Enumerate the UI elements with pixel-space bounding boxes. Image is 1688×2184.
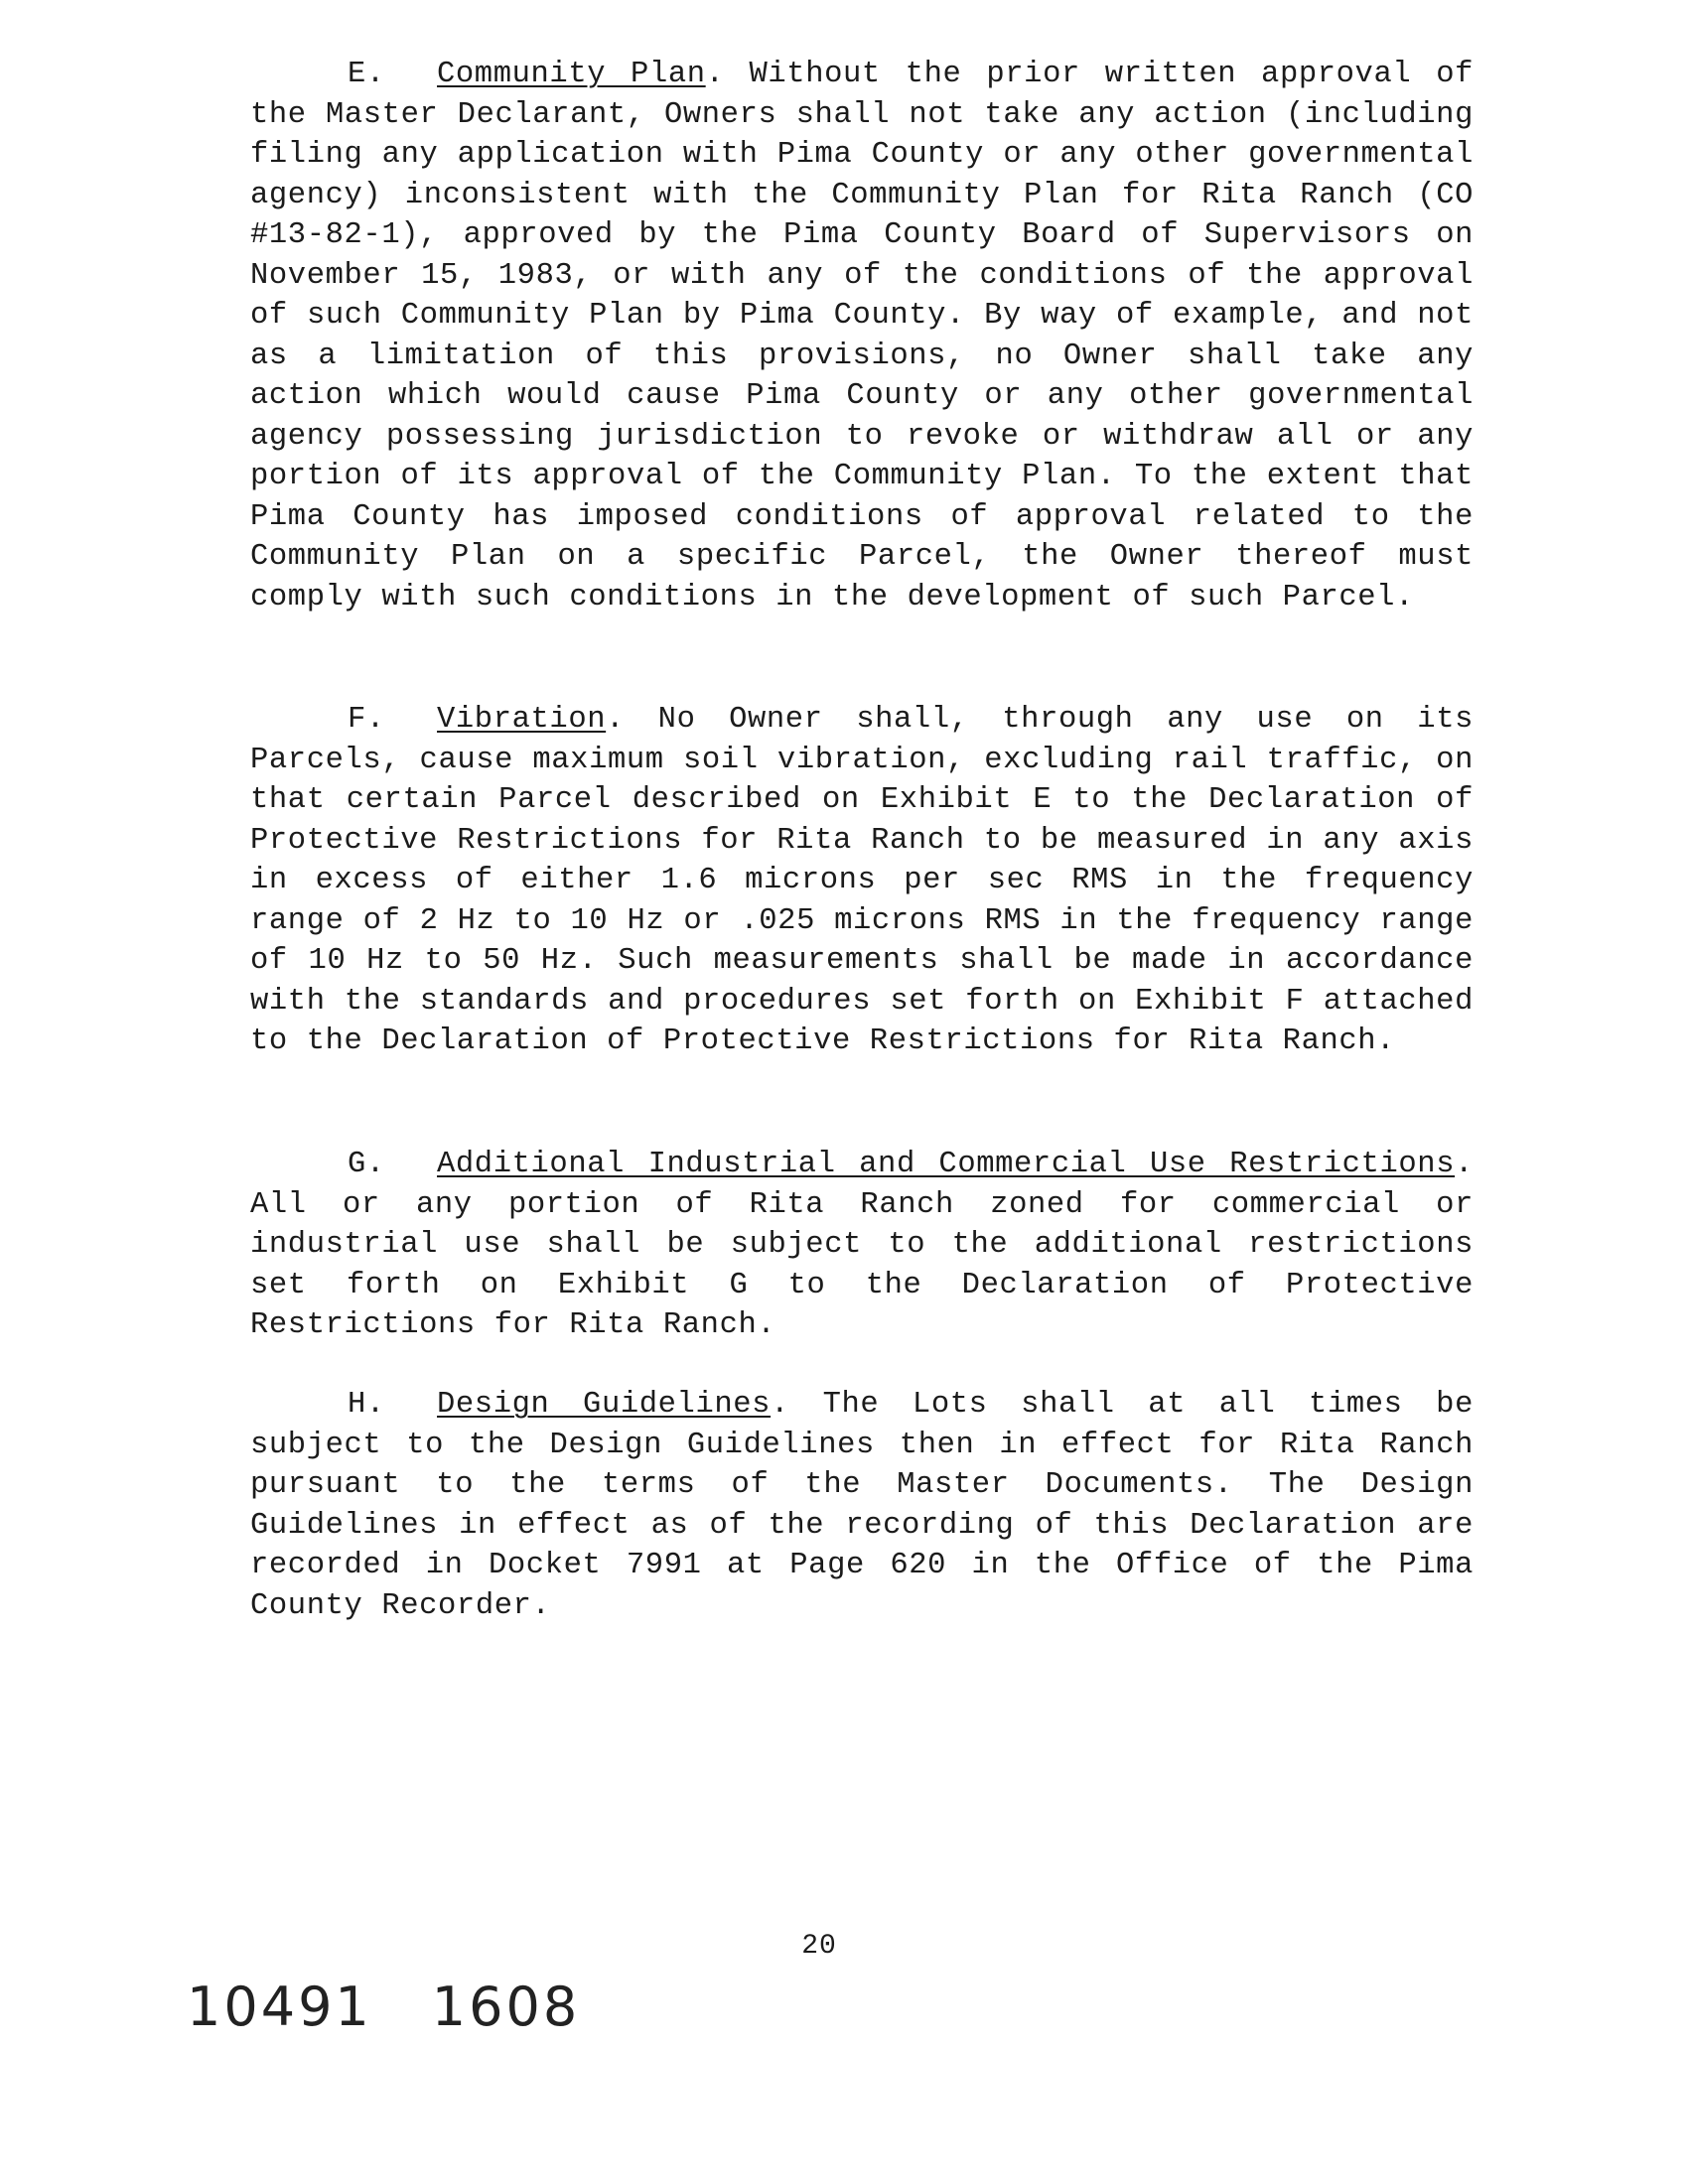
docket-page-stamp — [187, 1976, 580, 2038]
docket-number: 10491 — [187, 1976, 372, 2038]
section-heading: Vibration — [437, 703, 607, 737]
section-f-vibration — [250, 700, 1474, 1062]
section-heading: Additional Industrial and Commercial Use Restrictions — [437, 1148, 1456, 1181]
section-marker: H. — [348, 1388, 385, 1422]
section-paragraph — [250, 700, 1474, 1062]
section-body: . No Owner shall, through any use on its Parcels, cause maximum soil vibration, excluding rail traffic, on that certain Parcel described on Exhibit E to the Declaration of Protective Restrictions for Rita Ranch to be measured in any axis in excess of either 1.6 microns per sec RMS in the frequency range of 2 Hz to 10 Hz or .025 microns RMS in the frequency range of 10 Hz to 50 Hz. Such measurements shall be made in accordance with the standards and procedures set forth on Exhibit F attached to the Declaration of Protective Restrictions for Rita Ranch. — [250, 703, 1474, 1058]
docket-page-number: 1608 — [431, 1976, 581, 2038]
section-paragraph — [250, 55, 1474, 617]
page-number: 20 — [801, 1931, 837, 1962]
section-body: . All or any portion of Rita Ranch zoned for commercial or industrial use shall be subject to the additional restrictions set forth on Exhibit G to the Declaration of Protective Restrictions for Rita Ranch. — [250, 1148, 1474, 1342]
section-paragraph — [250, 1385, 1474, 1626]
section-paragraph — [250, 1145, 1474, 1346]
section-marker: E. — [348, 58, 385, 91]
section-g-use-restrictions — [250, 1145, 1474, 1346]
section-marker: F. — [348, 703, 385, 737]
section-e-community-plan — [250, 55, 1474, 617]
section-heading: Community Plan — [437, 58, 706, 91]
section-h-design-guidelines — [250, 1385, 1474, 1626]
section-body: . Without the prior written approval of the Master Declarant, Owners shall not take any action (including filing any application with Pima County or any other governmental agency) inconsistent with the Community Plan for Rita Ranch (CO #13-82-1), approved by the Pima County Board of Supervisors on November 15, 1983, or with any of the conditions of the approval of such Community Plan by Pima County. By way of example, and not as a limitation of this provisions, no Owner shall take any action which would cause Pima County or any other governmental agency possessing jurisdiction to revoke or withdraw all or any portion of its approval of the Community Plan. To the extent that Pima County has imposed conditions of approval related to the Community Plan on a specific Parcel, the Owner thereof must comply with such conditions in the development of such Parcel. — [250, 58, 1474, 614]
section-heading: Design Guidelines — [437, 1388, 772, 1422]
section-body: . The Lots shall at all times be subject to the Design Guidelines then in effect for Rita Ranch pursuant to the terms of the Master Documents. The Design Guidelines in effect as of the recording of this Declaration are recorded in Docket 7991 at Page 620 in the Office of the Pima County Recorder. — [250, 1388, 1474, 1623]
section-marker: G. — [348, 1148, 385, 1181]
